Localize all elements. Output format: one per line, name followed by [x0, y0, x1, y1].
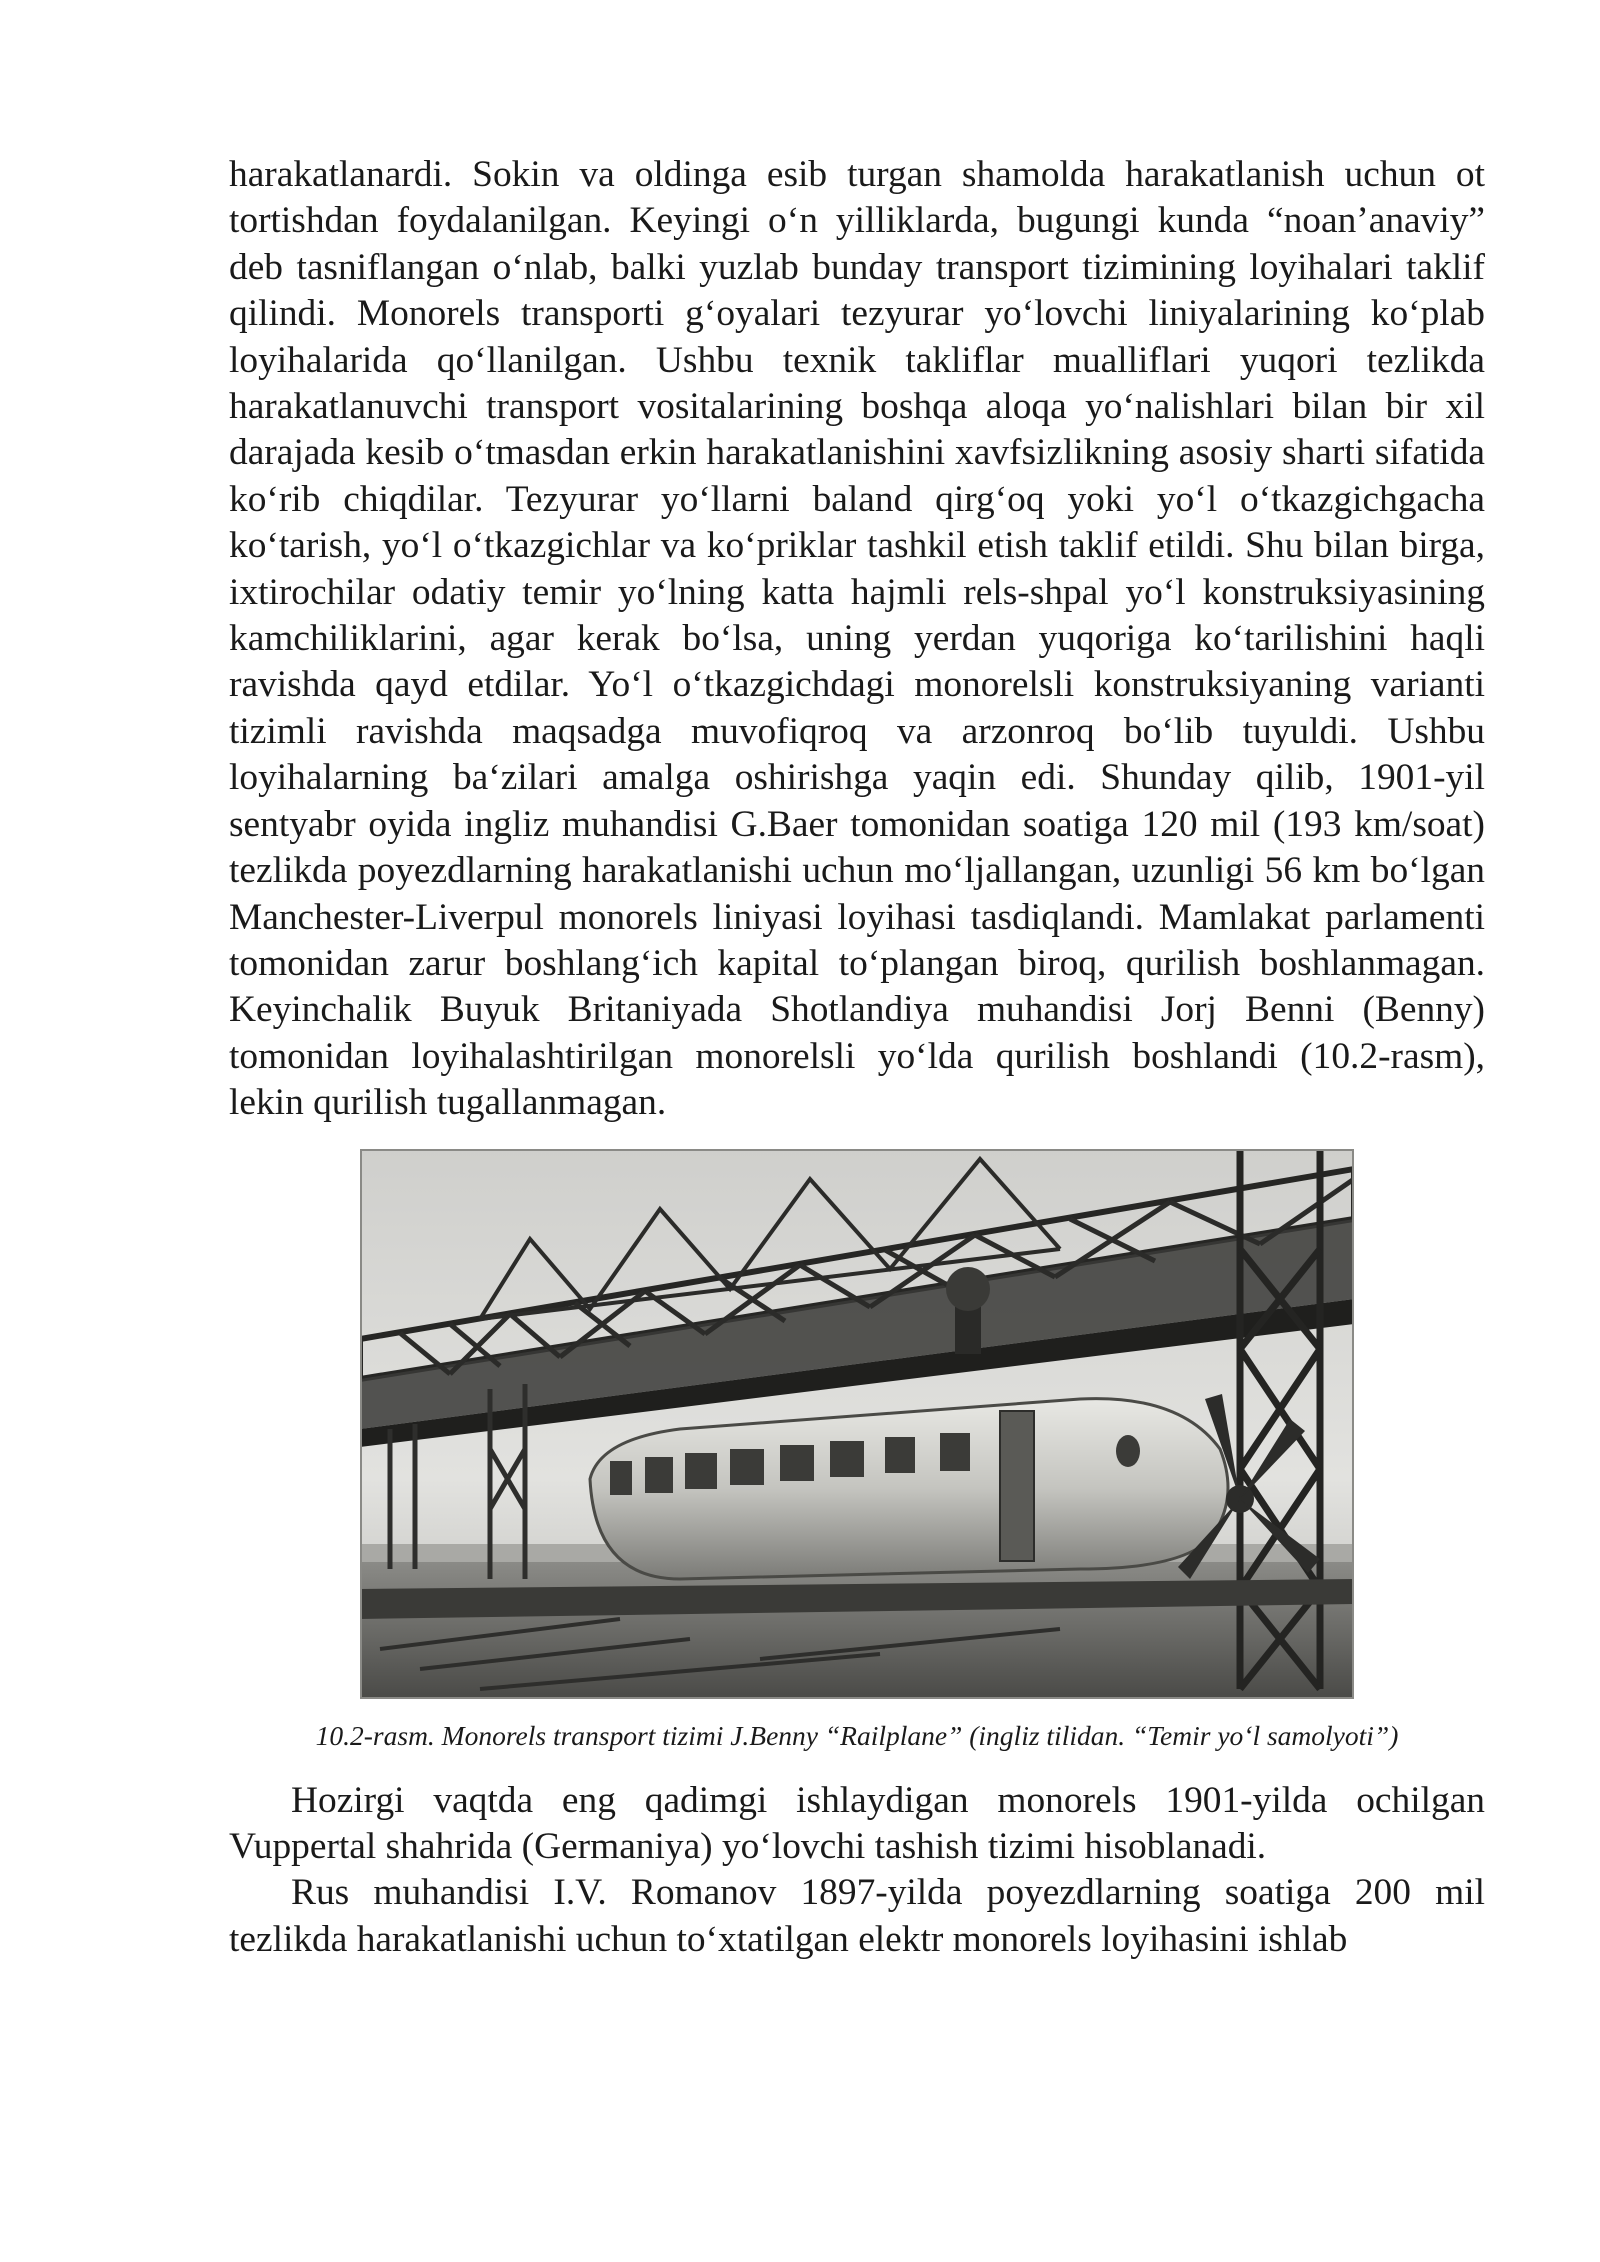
body-paragraph-1: harakatlanardi. Sokin va oldinga esib turgan shamolda harakatlanish uchun ot tortishdan foydalanilgan. Keyingi o‘n yilliklarda, bugungi kunda “noan’anaviy” deb tasniflangan o‘nlab, balki yuzlab bunday transport tizimining loyihalari taklif qilindi. Monorels transporti g‘oyalari tezyurar yo‘lovchi liniyalarining ko‘plab loyihalarida qo‘llanilgan. Ushbu texnik takliflar mualliflari yuqori tezlikda harakatlanuvchi transport vositalarining boshqa aloqa yo‘nalishlari bilan bir xil darajada kesib o‘tmasdan erkin harakatlanishini xavfsizlikning asosiy sharti sifatida ko‘rib chiqdilar. Tezyurar yo‘llarni baland qirg‘oq yoki yo‘l o‘tkazgichgacha ko‘tarish, yo‘l o‘tkazgichlar va ko‘priklar tashkil etish taklif etildi. Shu bilan birga, ixtirochilar odatiy temir yo‘lning katta hajmli rels-shpal yo‘l konstruksiyasining kamchiliklarini, agar kerak bo‘lsa, uning yerdan yuqoriga ko‘tarilishini haqli ravishda qayd etdilar. Yo‘l o‘tkazgichdagi monorelsli konstruksiyaning varianti tizimli ravishda maqsadga muvofiqroq va arzonroq bo‘lib tuyuldi. Ushbu loyihalarning ba‘zilari amalga oshirishga yaqin edi. Shunday qilib, 1901-yil sentyabr oyida ingliz muhandisi G.Baer tomonidan soatiga 120 mil (193 km/soat) tezlikda poyezdlarning harakatlanishi uchun mo‘ljallangan, uzunligi 56 km bo‘lgan Manchester-Liverpul monorels liniyasi loyihasi tasdiqlandi. Mamlakat parlamenti tomonidan zarur boshlang‘ich kapital to‘plangan biroq, qurilish boshlanmagan. Keyinchalik Buyuk Britaniyada Shotlandiya muhandisi Jorj Benni (Benny) tomonidan loyihalashtirilgan monorelsli yo‘lda qurilish boshlandi (10.2-rasm), lekin qurilish tugallanmagan. [229, 154, 1485, 1124]
railplane-photo [360, 1149, 1354, 1699]
figure-caption: 10.2-rasm. Monorels transport tizimi J.Benny “Railplane” (ingliz tilidan. “Temir yo‘l samolyoti”) [315, 1719, 1399, 1751]
figure-10-2 [229, 1149, 1485, 1701]
body-paragraph-3: Rus muhandisi I.V. Romanov 1897-yilda poyezdlarning soatiga 200 mil tezlikda harakatlanishi uchun to‘xtatilgan elektr monorels loyihasini ishlab [229, 1872, 1485, 1960]
body-paragraph-2: Hozirgi vaqtda eng qadimgi ishlaydigan monorels 1901-yilda ochilgan Vuppertal shahrida (Germaniya) yo‘lovchi tashish tizimi hisoblanadi. [229, 1779, 1485, 1867]
document-page [229, 152, 1485, 1963]
